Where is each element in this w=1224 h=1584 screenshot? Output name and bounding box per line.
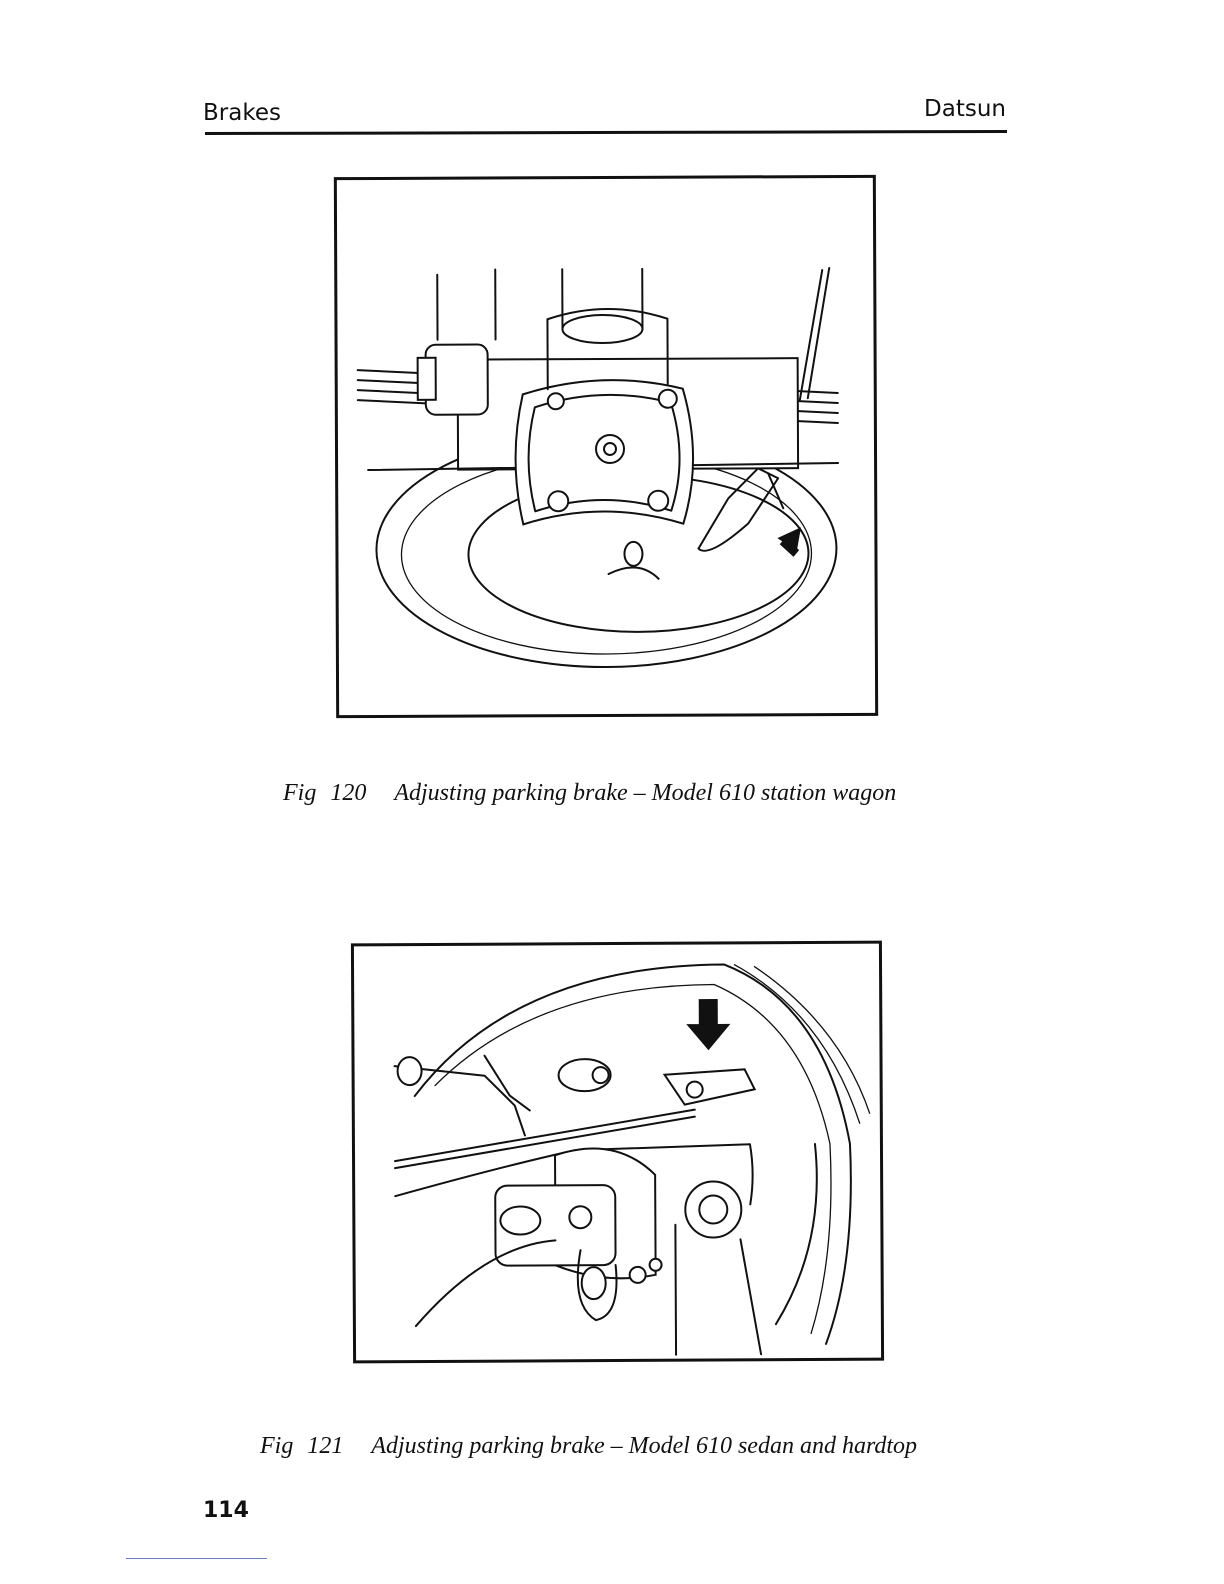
figure-121-label: Fig (260, 1433, 294, 1459)
figure-121-caption (260, 1433, 917, 1460)
running-header-make: Datsun (924, 96, 1006, 122)
page-number: 114 (203, 1498, 249, 1523)
figure-120-label: Fig (283, 780, 317, 806)
figure-120-number: 120 (330, 780, 367, 806)
figure-120-caption-text: Adjusting parking brake – Model 610 station wagon (394, 780, 897, 806)
figure-121-number: 121 (307, 1433, 344, 1459)
figure-120-caption (283, 780, 896, 807)
station-wagon-rear-axle-drawing (337, 178, 875, 715)
header-rule (205, 130, 1007, 135)
sedan-rear-suspension-drawing (354, 944, 881, 1361)
figure-121-illustration (351, 941, 884, 1364)
running-header-section: Brakes (203, 100, 281, 126)
figure-120-illustration (334, 175, 878, 718)
figure-121-caption-text: Adjusting parking brake – Model 610 sedan and hardtop (371, 1433, 918, 1459)
footer-rule (126, 1558, 267, 1559)
